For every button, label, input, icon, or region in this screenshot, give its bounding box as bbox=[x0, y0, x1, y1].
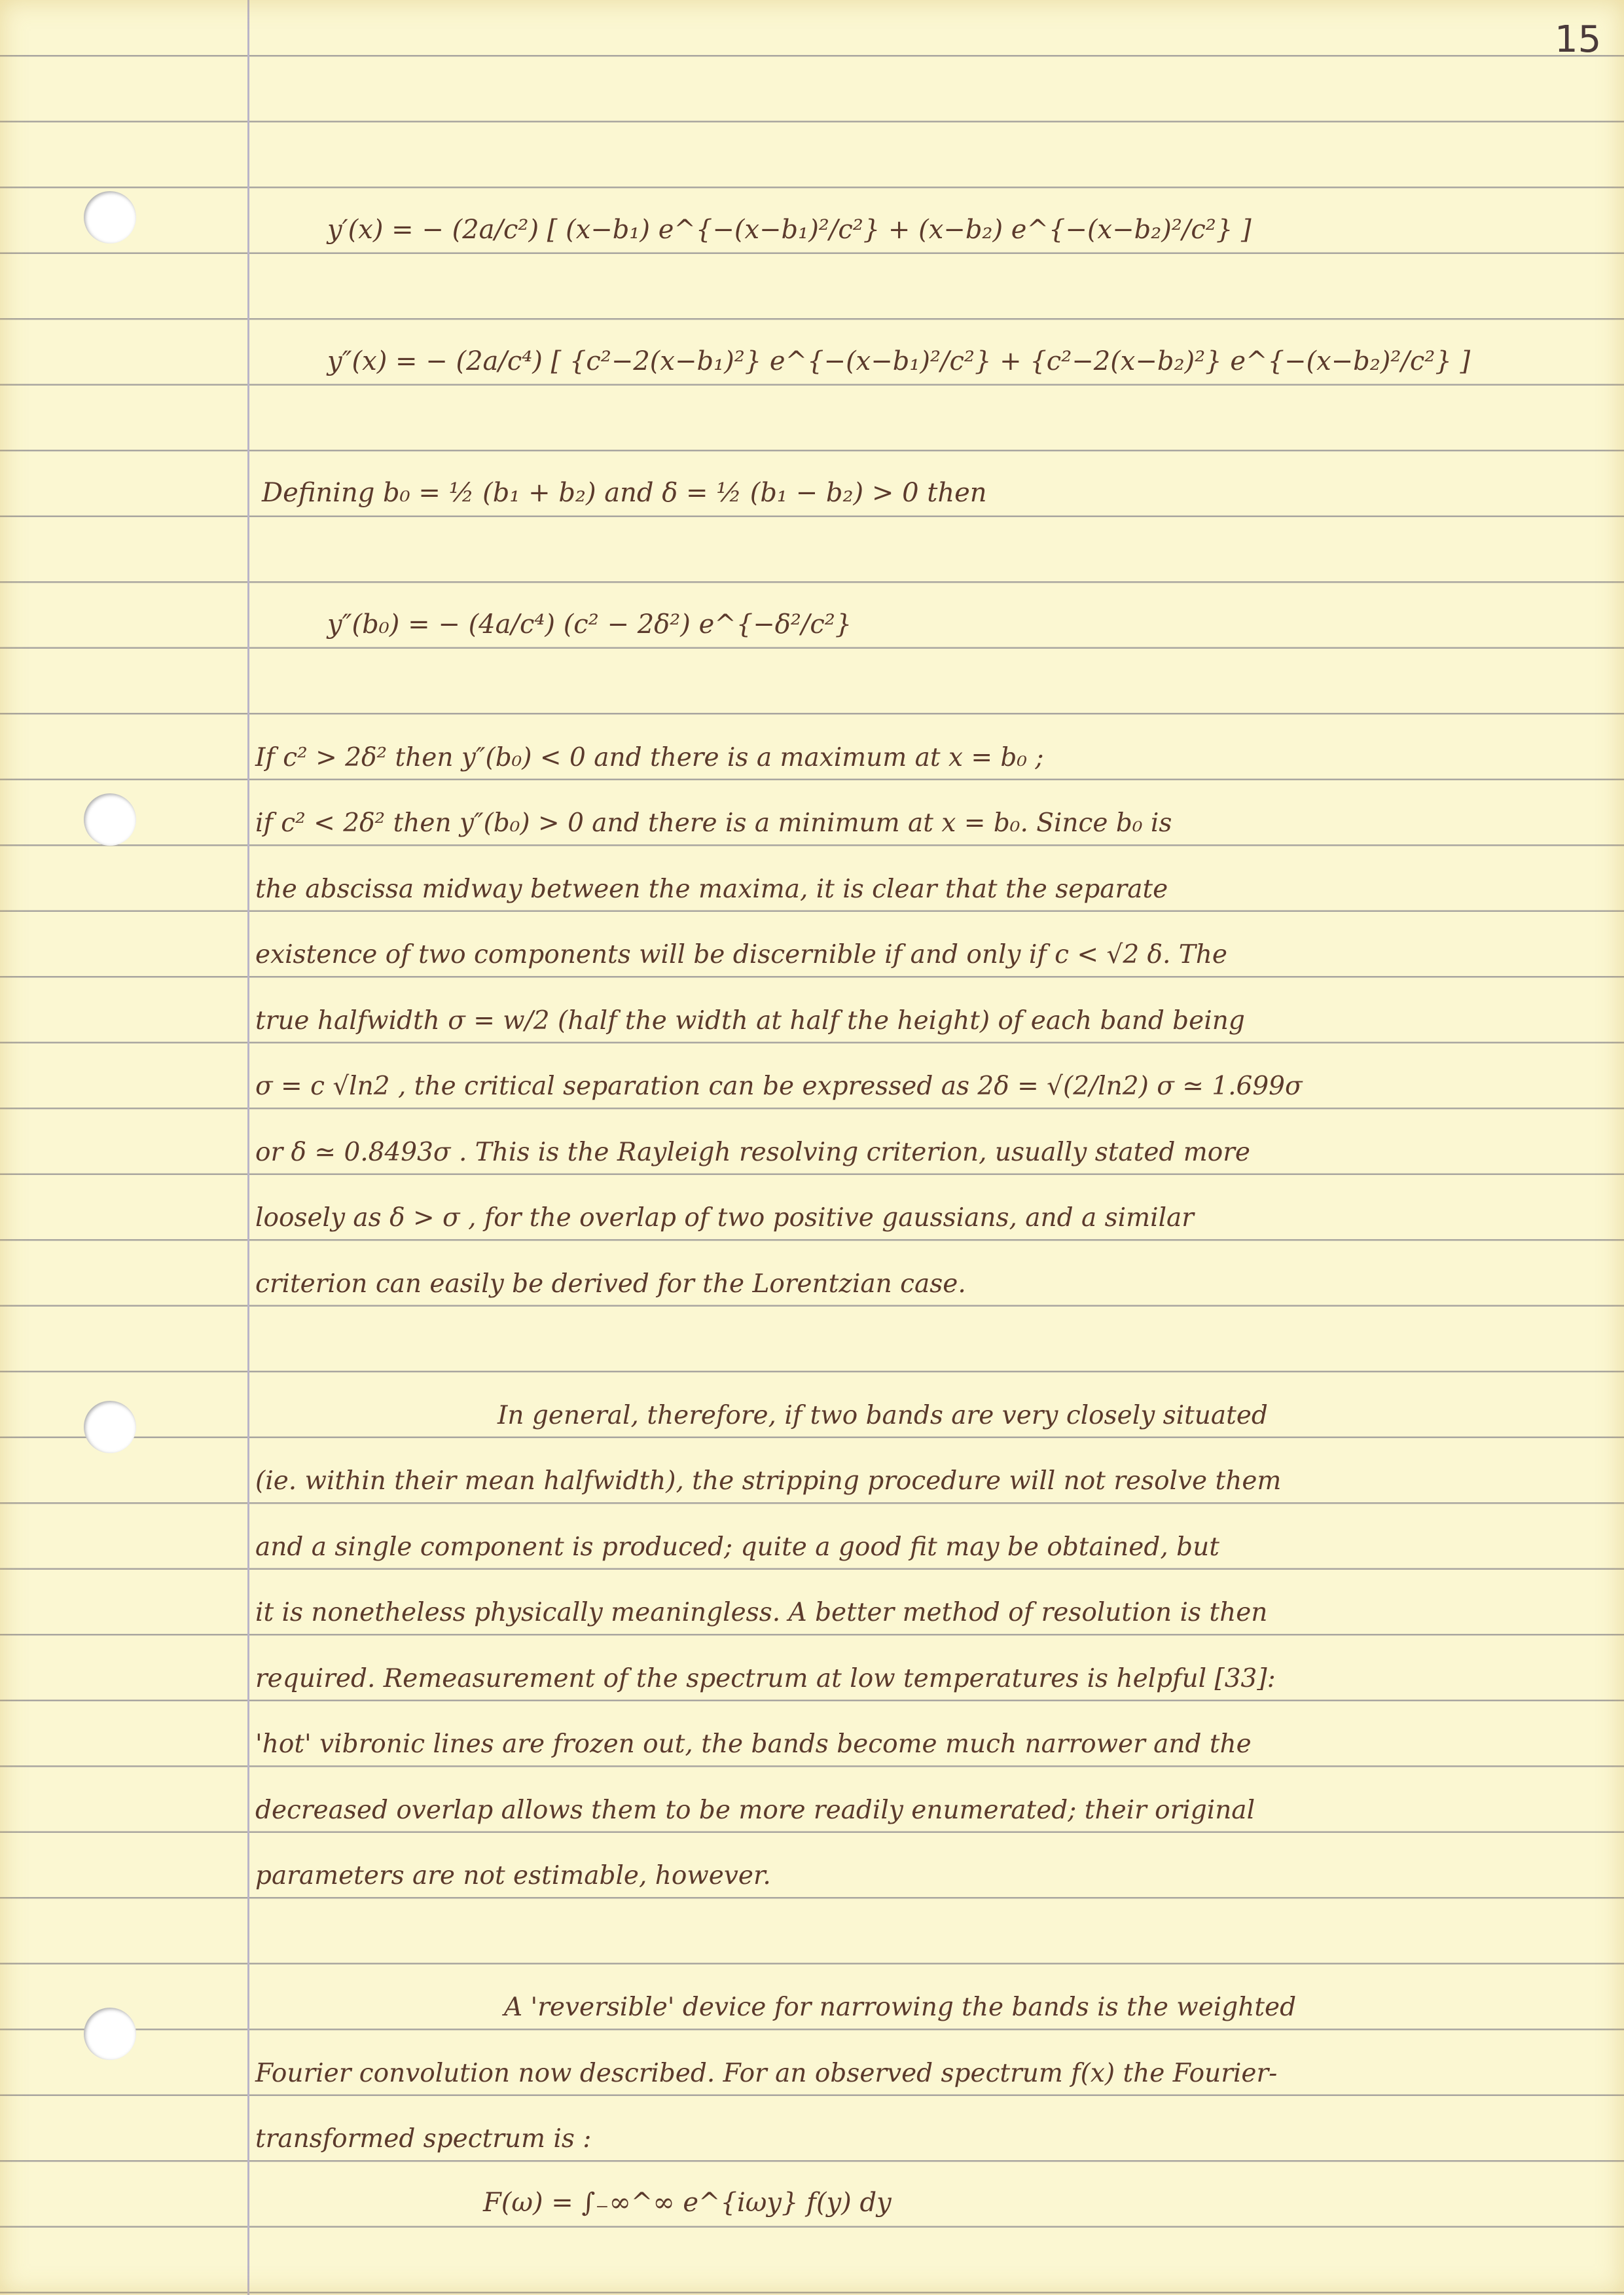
paragraph2-line: parameters are not estimable, however. bbox=[255, 1861, 771, 1890]
paragraph3-line: Fourier convolution now described. For an observed spectrum f(x) the Fourier- bbox=[255, 2058, 1278, 2088]
paragraph1-line: σ = c √ln2 , the critical separation can be expressed as 2δ = √(2/ln2) σ ≃ 1.699σ bbox=[255, 1072, 1303, 1101]
paragraph2-line: 'hot' vibronic lines are frozen out, the bands become much narrower and the bbox=[255, 1729, 1252, 1759]
punch-hole bbox=[84, 1401, 136, 1453]
paragraph1-line: criterion can easily be derived for the Lorentzian case. bbox=[255, 1269, 966, 1299]
equation-y-double-prime-b0: y″(b₀) = − (4a/c⁴) (c² − 2δ²) e^{−δ²/c²} bbox=[327, 609, 852, 640]
paragraph2-line: required. Remeasurement of the spectrum at low temperatures is helpful [33]: bbox=[255, 1663, 1276, 1693]
paragraph1-line: true halfwidth σ = w/2 (half the width at half the height) of each band being bbox=[255, 1005, 1245, 1036]
paragraph2-line: (ie. within their mean halfwidth), the stripping procedure will not resolve them bbox=[255, 1466, 1282, 1496]
paragraph1-line: the abscissa midway between the maxima, it is clear that the separate bbox=[255, 874, 1168, 904]
paragraph1-line: If c² > 2δ² then y″(b₀) < 0 and there is a maximum at x = b₀ ; bbox=[255, 742, 1044, 772]
paragraph2-line: In general, therefore, if two bands are very closely situated bbox=[497, 1400, 1268, 1430]
punch-hole bbox=[84, 2008, 136, 2060]
equation-y-prime: y′(x) = − (2a/c²) [ (x−b₁) e^{−(x−b₁)²/c²} + (x−b₂) e^{−(x−b₂)²/c²} ] bbox=[327, 215, 1252, 245]
paragraph2-line: it is nonetheless physically meaningless. A better method of resolution is then bbox=[255, 1598, 1268, 1627]
paragraph1-line: or δ ≃ 0.8493σ . This is the Rayleigh resolving criterion, usually stated more bbox=[255, 1137, 1250, 1167]
paragraph1-line: existence of two components will be discernible if and only if c < √2 δ. The bbox=[255, 940, 1228, 969]
paragraph1-line: if c² < 2δ² then y″(b₀) > 0 and there is a minimum at x = b₀. Since b₀ is bbox=[255, 808, 1172, 838]
paragraph3-line: transformed spectrum is : bbox=[255, 2124, 592, 2154]
paragraph2-line: decreased overlap allows them to be more readily enumerated; their original bbox=[255, 1795, 1255, 1825]
paragraph1-line: loosely as δ > σ , for the overlap of two positive gaussians, and a similar bbox=[255, 1203, 1194, 1233]
equation-y-double-prime: y″(x) = − (2a/c⁴) [ {c²−2(x−b₁)²} e^{−(x−b₁)²/c²} + {c²−2(x−b₂)²} e^{−(x−b₂)²/c²} ] bbox=[327, 346, 1471, 376]
punch-hole bbox=[84, 191, 136, 244]
defining-b0-delta: Defining b₀ = ½ (b₁ + b₂) and δ = ½ (b₁ − b₂) > 0 then bbox=[262, 478, 987, 508]
paragraph2-line: and a single component is produced; quite a good fit may be obtained, but bbox=[255, 1532, 1219, 1562]
paragraph3-line: A 'reversible' device for narrowing the bands is the weighted bbox=[504, 1993, 1297, 2022]
page-number: 15 bbox=[1555, 18, 1602, 61]
punch-hole bbox=[84, 793, 136, 846]
fourier-transform-integral: F(ω) = ∫₋∞^∞ e^{iωy} f(y) dy bbox=[483, 2188, 892, 2218]
